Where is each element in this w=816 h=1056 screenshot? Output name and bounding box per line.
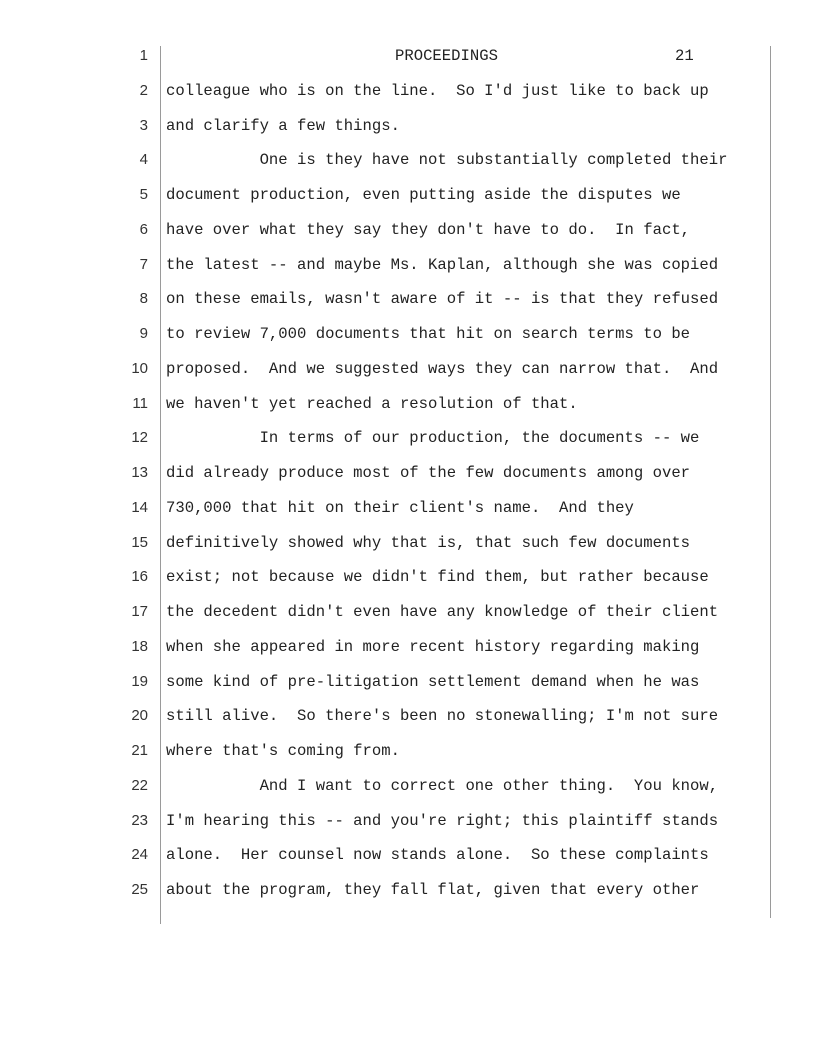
line-text: One is they have not substantially completed their <box>166 151 728 170</box>
line-number: 3 <box>139 116 148 134</box>
line-number: 7 <box>139 255 148 273</box>
line-number: 2 <box>139 81 148 99</box>
line-text: did already produce most of the few documents among over <box>166 464 691 482</box>
line-number: 20 <box>131 707 148 725</box>
line-number: 22 <box>131 776 148 794</box>
transcript-line <box>0 248 816 283</box>
transcript-line <box>0 838 816 873</box>
line-number: 25 <box>131 881 148 898</box>
line-text: some kind of pre-litigation settlement demand when he was <box>166 672 700 691</box>
transcript-line <box>0 109 816 144</box>
line-text: about the program, they fall flat, given that every other <box>166 881 700 899</box>
line-number: 18 <box>131 637 148 655</box>
transcript-line <box>0 213 816 248</box>
line-number: 5 <box>139 186 148 203</box>
transcript-line <box>0 178 816 213</box>
transcript-line <box>0 143 816 178</box>
transcript-line <box>0 665 816 700</box>
line-text: the decedent didn't even have any knowledge of their client <box>166 603 719 621</box>
transcript-line <box>0 39 816 74</box>
line-text: definitively showed why that is, that such few documents <box>166 533 691 552</box>
line-text: exist; not because we didn't find them, but rather because <box>166 568 709 587</box>
line-text: I'm hearing this -- and you're right; this plaintiff stands <box>166 811 719 830</box>
transcript-line <box>0 769 816 804</box>
line-text: when she appeared in more recent history regarding making <box>166 637 700 656</box>
transcript-line <box>0 421 816 456</box>
line-text: still alive. So there's been no stonewalling; I'm not sure <box>166 707 719 726</box>
transcript-line <box>0 352 816 387</box>
transcript-line <box>0 873 816 908</box>
line-text: colleague who is on the line. So I'd just like to back up <box>166 81 709 100</box>
line-text: where that's coming from. <box>166 742 400 760</box>
line-number: 6 <box>139 220 148 238</box>
line-number: 1 <box>139 47 148 64</box>
transcript-lines <box>0 39 816 908</box>
line-number: 23 <box>131 811 148 829</box>
line-number: 16 <box>131 568 148 586</box>
transcript-line <box>0 387 816 422</box>
line-number: 10 <box>131 359 148 377</box>
transcript-line <box>0 456 816 491</box>
transcript-line <box>0 491 816 526</box>
transcript-line <box>0 74 816 109</box>
line-number: 8 <box>139 290 148 308</box>
line-text: And I want to correct one other thing. You know, <box>166 776 719 795</box>
page-title: PROCEEDINGS <box>395 47 498 65</box>
line-text: the latest -- and maybe Ms. Kaplan, although she was copied <box>166 255 719 274</box>
line-text: document production, even putting aside the disputes we <box>166 186 681 204</box>
transcript-line <box>0 734 816 769</box>
transcript-line <box>0 630 816 665</box>
line-text: proposed. And we suggested ways they can narrow that. And <box>166 359 719 378</box>
line-text: we haven't yet reached a resolution of that. <box>166 394 578 413</box>
transcript-line <box>0 526 816 561</box>
line-text: 730,000 that hit on their client's name. And they <box>166 498 634 517</box>
line-text: alone. Her counsel now stands alone. So these complaints <box>166 846 709 865</box>
line-number: 11 <box>132 394 148 412</box>
line-number: 19 <box>131 672 148 690</box>
line-text: In terms of our production, the documents -- we <box>166 429 700 448</box>
line-number: 12 <box>131 429 148 447</box>
line-number: 4 <box>139 151 148 169</box>
transcript-line <box>0 560 816 595</box>
line-number: 14 <box>131 498 148 516</box>
line-text: to review 7,000 documents that hit on search terms to be <box>166 325 691 343</box>
transcript-line <box>0 699 816 734</box>
line-text: on these emails, wasn't aware of it -- is that they refused <box>166 290 719 309</box>
line-number: 17 <box>131 603 148 620</box>
transcript-line <box>0 317 816 352</box>
transcript-line <box>0 282 816 317</box>
transcript-line <box>0 804 816 839</box>
line-number: 9 <box>139 325 148 342</box>
line-number: 24 <box>131 846 148 864</box>
line-text: have over what they say they don't have to do. In fact, <box>166 220 691 239</box>
transcript-line <box>0 595 816 630</box>
line-number: 15 <box>131 533 148 551</box>
line-number: 13 <box>131 464 148 481</box>
line-number: 21 <box>131 742 148 759</box>
page-number: 21 <box>675 47 694 65</box>
line-text: and clarify a few things. <box>166 116 400 135</box>
